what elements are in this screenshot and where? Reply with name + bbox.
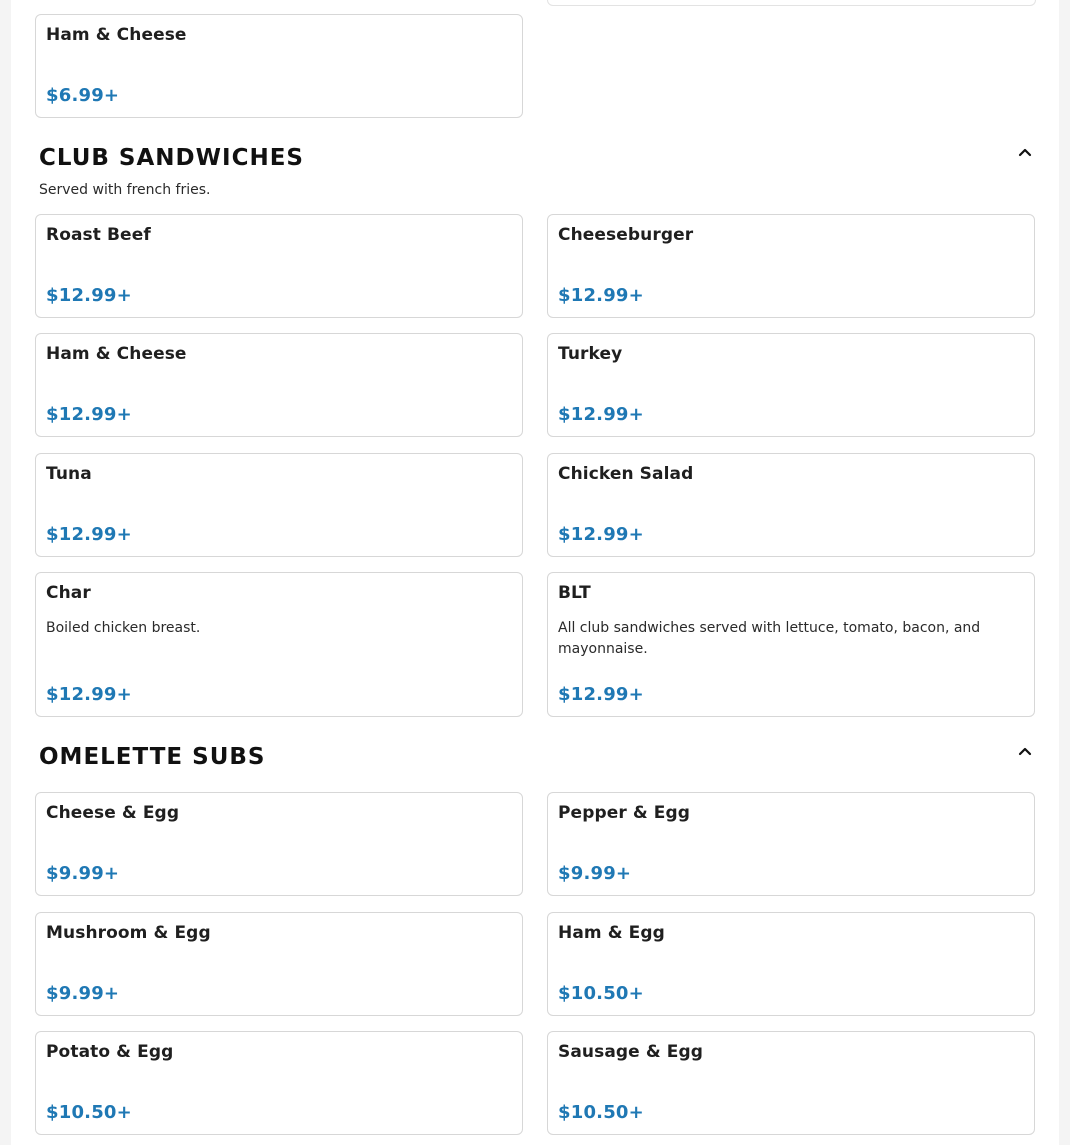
item-price: $12.99+ xyxy=(558,404,644,425)
item-description: All club sandwiches served with lettuce, tomato, bacon, and mayonnaise. xyxy=(558,620,981,657)
item-price: $9.99+ xyxy=(46,983,120,1004)
menu-item-card[interactable] xyxy=(547,912,1035,1016)
item-name: Mushroom & Egg xyxy=(46,923,211,943)
section-subtitle: Served with french fries. xyxy=(39,182,211,198)
item-description: Boiled chicken breast. xyxy=(46,620,201,636)
item-price: $6.99+ xyxy=(46,85,120,106)
menu-item-card[interactable] xyxy=(547,1031,1035,1135)
item-price: $9.99+ xyxy=(46,863,120,884)
item-name: Cheeseburger xyxy=(558,225,694,245)
menu-item-card[interactable] xyxy=(547,572,1035,717)
item-price: $12.99+ xyxy=(46,684,132,705)
item-name: Tuna xyxy=(46,464,92,484)
menu-item-card[interactable] xyxy=(547,792,1035,896)
item-name: Potato & Egg xyxy=(46,1042,174,1062)
menu-item-card[interactable] xyxy=(35,792,523,896)
item-price: $10.50+ xyxy=(558,1102,644,1123)
menu-item-card[interactable] xyxy=(35,572,523,717)
menu-item-card[interactable] xyxy=(35,214,523,318)
menu-item-card[interactable] xyxy=(35,453,523,557)
item-price: $12.99+ xyxy=(46,404,132,425)
item-name: Sausage & Egg xyxy=(558,1042,704,1062)
menu-item-card[interactable] xyxy=(35,912,523,1016)
item-name: Roast Beef xyxy=(46,225,151,245)
item-price: $12.99+ xyxy=(46,524,132,545)
item-price: $12.99+ xyxy=(558,285,644,306)
menu-page xyxy=(11,0,1059,1145)
section-title-club-sandwiches: CLUB SANDWICHES xyxy=(39,145,304,171)
item-name: Turkey xyxy=(558,344,623,364)
menu-item-card[interactable] xyxy=(547,214,1035,318)
item-price: $12.99+ xyxy=(558,524,644,545)
collapse-chevron-up-icon[interactable] xyxy=(1013,739,1037,763)
menu-item-card[interactable] xyxy=(35,1031,523,1135)
item-name: Chicken Salad xyxy=(558,464,694,484)
collapse-chevron-up-icon[interactable] xyxy=(1013,140,1037,164)
item-price: $10.50+ xyxy=(46,1102,132,1123)
item-name: Ham & Cheese xyxy=(46,344,187,364)
item-name: Ham & Egg xyxy=(558,923,665,943)
section-title-omelette-subs: OMELETTE SUBS xyxy=(39,744,266,770)
item-price: $10.50+ xyxy=(558,983,644,1004)
menu-item-card[interactable] xyxy=(35,14,523,118)
menu-item-card[interactable] xyxy=(547,333,1035,437)
item-price: $12.99+ xyxy=(558,684,644,705)
item-name: Cheese & Egg xyxy=(46,803,180,823)
item-price: $9.99+ xyxy=(558,863,632,884)
item-name: BLT xyxy=(558,583,591,603)
item-price: $12.99+ xyxy=(46,285,132,306)
item-name: Char xyxy=(46,583,91,603)
item-name: Pepper & Egg xyxy=(558,803,691,823)
item-name: Ham & Cheese xyxy=(46,25,187,45)
menu-item-card-partial[interactable] xyxy=(547,0,1036,6)
menu-item-card[interactable] xyxy=(35,333,523,437)
menu-item-card[interactable] xyxy=(547,453,1035,557)
